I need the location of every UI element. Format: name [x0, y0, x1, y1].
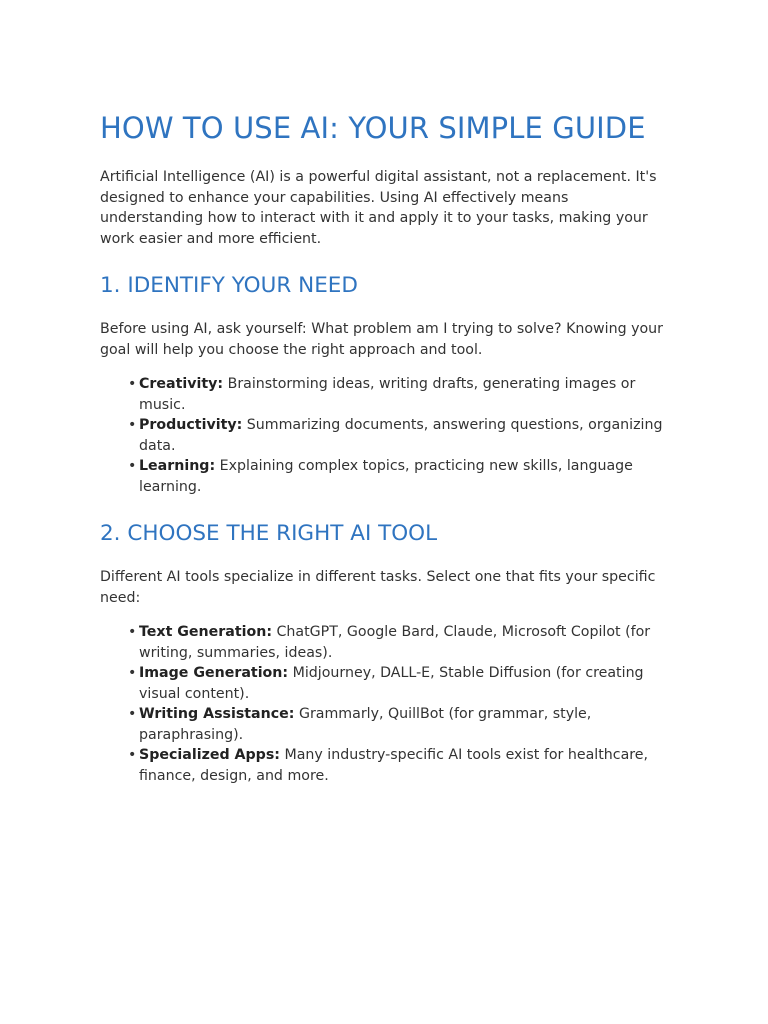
list-item	[128, 745, 668, 786]
bullet-icon: •	[128, 417, 137, 433]
section-heading-choose-tool: 2. CHOOSE THE RIGHT AI TOOL	[100, 521, 438, 546]
list-item-term: Creativity:	[139, 376, 224, 392]
bullet-icon: •	[128, 706, 137, 722]
list-item-desc: Midjourney, DALL-E, Stable Diffusion (for creating visual content).	[139, 665, 644, 702]
list-item-term: Text Generation:	[139, 624, 273, 640]
list-item-term: Image Generation:	[139, 665, 289, 681]
bullet-list	[100, 622, 668, 786]
list-item	[128, 622, 668, 663]
bullet-icon: •	[128, 747, 137, 763]
list-item-desc: Brainstorming ideas, writing drafts, generating images or music.	[139, 376, 636, 413]
list-item-term: Specialized Apps:	[139, 747, 280, 763]
list-item-desc: Explaining complex topics, practicing new skills, language learning.	[139, 458, 633, 495]
list-item	[128, 415, 668, 456]
section-heading-identify-need: 1. IDENTIFY YOUR NEED	[100, 273, 358, 298]
list-item	[128, 663, 668, 704]
list-item-desc: Grammarly, QuillBot (for grammar, style, paraphrasing).	[139, 706, 592, 743]
list-item-desc: Summarizing documents, answering questions, organizing data.	[139, 417, 663, 454]
list-item-term: Writing Assistance:	[139, 706, 295, 722]
bullet-icon: •	[128, 665, 137, 681]
list-item-desc: Many industry-specific AI tools exist for healthcare, finance, design, and more.	[139, 747, 649, 784]
intro-paragraph: Artificial Intelligence (AI) is a powerful digital assistant, not a replacement. It's designed to enhance your capabilities. Using AI effectively means understanding how to interact with it and apply it to your tasks, making your work easier and more efficient.	[100, 169, 657, 247]
bullet-icon: •	[128, 624, 137, 640]
list-item	[128, 374, 668, 415]
list-item-desc: ChatGPT, Google Bard, Claude, Microsoft Copilot (for writing, summaries, ideas).	[139, 624, 651, 661]
list-item-term: Productivity:	[139, 417, 243, 433]
bullet-icon: •	[128, 376, 137, 392]
section-paragraph: Before using AI, ask yourself: What problem am I trying to solve? Knowing your goal will help you choose the right approach and tool.	[100, 321, 664, 358]
section-paragraph: Different AI tools specialize in different tasks. Select one that fits your specific need:	[100, 569, 656, 606]
list-item-term: Learning:	[139, 458, 216, 474]
page-title: HOW TO USE AI: YOUR SIMPLE GUIDE	[100, 111, 646, 145]
bullet-icon: •	[128, 458, 137, 474]
list-item	[128, 704, 668, 745]
list-item	[128, 456, 668, 497]
bullet-list	[100, 374, 668, 497]
